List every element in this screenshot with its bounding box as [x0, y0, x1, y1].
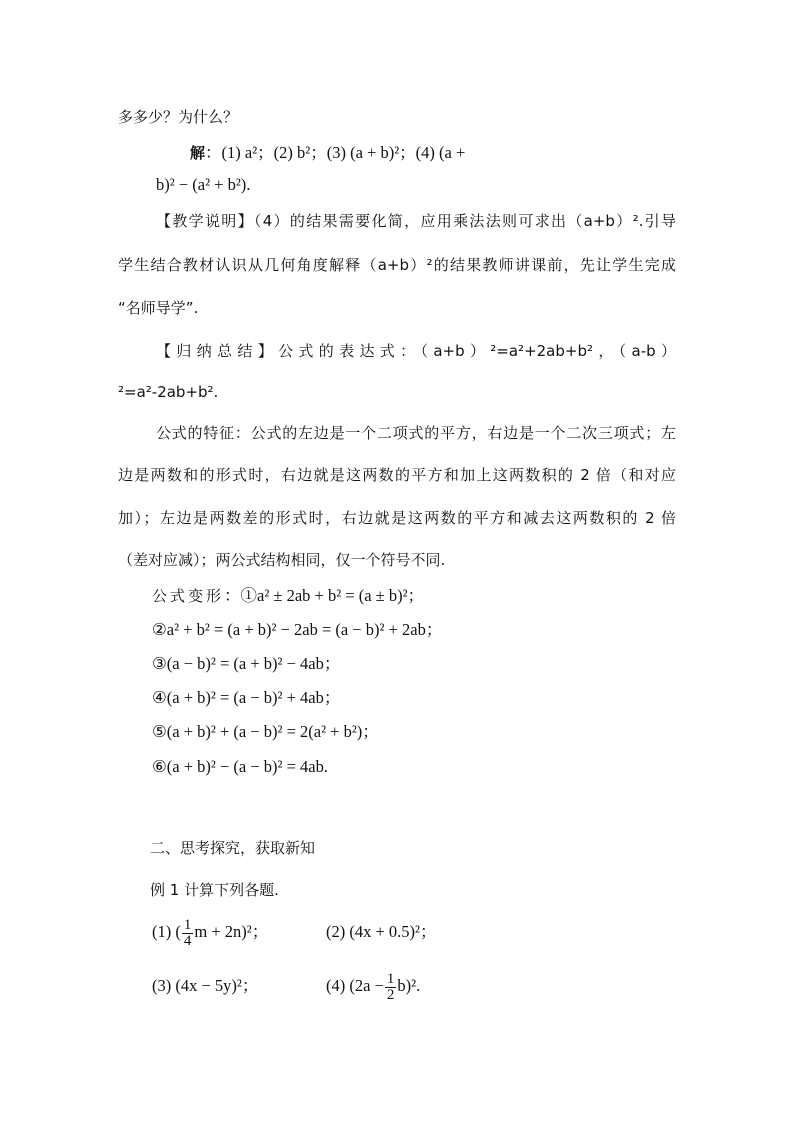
- formula-variant-2: ②a² + b² = (a + b)² − 2ab = (a − b)² + 2ab；: [152, 620, 443, 639]
- text-line-1: 多多少？为什么？: [118, 108, 239, 126]
- exercise-4-rest: b)².: [397, 976, 421, 995]
- summary-line-2: ²=a²-2ab+b².: [118, 383, 219, 401]
- feature-line-2: 边是两数和的形式时，右边就是这两数的平方和加上这两数积的 2 倍（和对应: [118, 466, 676, 484]
- formula-variant-3: ③(a − b)² = (a + b)² − 4ab；: [152, 654, 341, 673]
- exercise-1-label: (1): [152, 922, 172, 941]
- summary-line-1: 【归纳总结】公式的表达式：（a+b）²=a²+2ab+b²，（a-b）: [156, 342, 676, 360]
- formula-variant-1: [152, 586, 424, 606]
- solution-line-2: b)² − (a² + b²).: [156, 175, 251, 194]
- fraction-denominator: 2: [386, 986, 395, 1003]
- fraction-numerator: 1: [386, 970, 395, 987]
- exercise-3: (3) (4x − 5y)²；: [152, 976, 259, 995]
- teaching-note-line-1: 【教学说明】（4）的结果需要化简，应用乘法法则可求出（a+b）².引导: [156, 212, 676, 230]
- exercise-4: [326, 968, 420, 1004]
- section-heading: 二、思考探究，获取新知: [150, 839, 316, 857]
- exercise-1: [152, 914, 268, 950]
- exercise-2: (2) (4x + 0.5)²；: [326, 922, 437, 941]
- solution-parts: ：(1) a²；(2) b²；(3) (a + b)²；(4) (a +: [205, 143, 466, 162]
- formula-variant-label: 公式变形: [152, 587, 225, 605]
- exercise-1-open: (: [175, 922, 181, 941]
- solution-line-1: [190, 143, 465, 163]
- fraction-one-quarter: [182, 918, 194, 949]
- example-title: 例 1 计算下列各题.: [150, 881, 279, 899]
- teaching-note-line-2: 学生结合教材认识从几何角度解释（a+b）²的结果教师讲课前，先让学生完成: [118, 256, 676, 274]
- feature-line-4: （差对应减）；两公式结构相同，仅一个符号不同.: [118, 551, 446, 569]
- exercise-4-open: (2a −: [349, 976, 384, 995]
- formula-variant-6: ⑥(a + b)² − (a − b)² = 4ab.: [152, 757, 328, 776]
- feature-line-1: 公式的特征：公式的左边是一个二项式的平方，右边是一个二次三项式；左: [156, 424, 676, 442]
- formula-variant-1-expr: ：①a² ± 2ab + b² = (a ± b)²；: [224, 586, 425, 605]
- formula-variant-4: ④(a + b)² = (a − b)² + 4ab；: [152, 688, 341, 707]
- formula-variant-5: ⑤(a + b)² + (a − b)² = 2(a² + b²)；: [152, 722, 379, 741]
- fraction-one-half: [385, 972, 397, 1003]
- exercise-4-label: (4): [326, 976, 346, 995]
- feature-line-3: 加）；左边是两数差的形式时，右边就是这两数的平方和减去这两数积的 2 倍: [118, 509, 676, 527]
- teaching-note-line-3: “名师导学”.: [118, 299, 199, 317]
- fraction-denominator: 4: [183, 932, 192, 949]
- exercise-1-rest: m + 2n)²；: [194, 922, 269, 941]
- fraction-numerator: 1: [183, 916, 192, 933]
- solution-label: 解: [190, 144, 206, 162]
